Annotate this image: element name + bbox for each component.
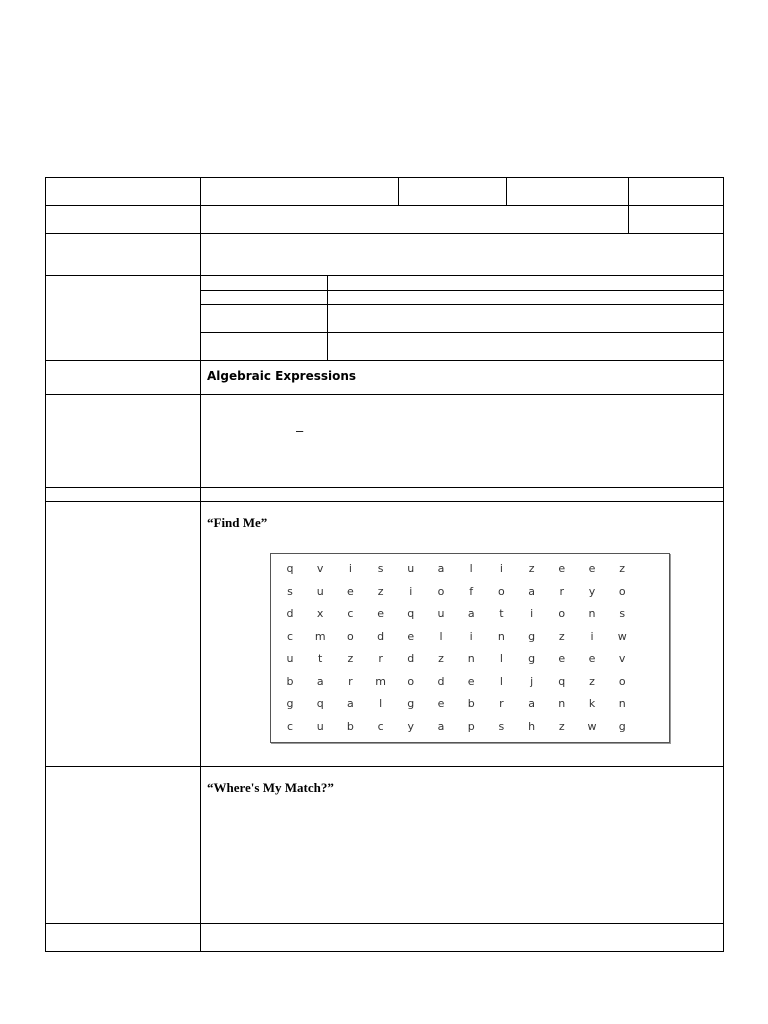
word-search-letter: i	[590, 629, 594, 643]
word-search-letter: s	[287, 584, 293, 598]
word-search-letter: m	[375, 674, 386, 688]
word-search-letter: o	[437, 584, 445, 598]
word-search-letter: b	[346, 719, 354, 733]
word-search-letter: n	[497, 629, 505, 643]
word-search-letter: n	[467, 652, 475, 665]
word-search-letter: z	[377, 584, 384, 598]
sub-row-divider	[201, 304, 724, 305]
word-search-letter: e	[588, 562, 596, 575]
word-search-letter: o	[498, 584, 505, 598]
row-divider	[45, 394, 724, 395]
word-search-letter: c	[377, 719, 384, 733]
word-search-letter: l	[499, 652, 503, 665]
word-search-letter: z	[528, 562, 535, 575]
word-search-letter: a	[437, 719, 445, 733]
word-search-letter: r	[348, 674, 353, 688]
word-search-letter: a	[528, 584, 535, 598]
word-search-letter: z	[438, 652, 444, 665]
word-search-letter: g	[618, 719, 626, 733]
find-me-title: “Find Me”	[207, 515, 268, 530]
row-divider	[45, 360, 724, 361]
word-search-row	[271, 630, 669, 648]
word-search-letter: r	[378, 652, 383, 665]
sub-row-divider	[201, 332, 724, 333]
word-search-letter: g	[528, 652, 536, 665]
word-search-letter: c	[286, 719, 294, 733]
word-search-letter: h	[528, 719, 536, 733]
word-search-letter: v	[316, 562, 324, 575]
row-divider	[45, 487, 724, 488]
word-search-letter: d	[377, 629, 385, 643]
table-border-left	[45, 177, 46, 952]
word-search-letter: j	[530, 674, 534, 688]
word-search-letter: i	[499, 562, 503, 575]
table-border-bottom	[45, 951, 724, 952]
word-search-letter: x	[316, 607, 324, 620]
word-search-letter: u	[286, 652, 294, 665]
subject-label: Algebraic Expressions	[207, 369, 357, 383]
word-search-letter: z	[558, 629, 565, 643]
word-search-letter: s	[377, 562, 384, 575]
word-search-letter: m	[314, 629, 326, 643]
word-search-row	[271, 675, 669, 693]
word-search-row	[271, 652, 669, 670]
word-search-letter: q	[407, 607, 415, 620]
word-search-letter: n	[558, 697, 566, 710]
word-search-letter: u	[437, 607, 445, 620]
row-divider	[45, 501, 724, 502]
word-search-letter: d	[437, 674, 445, 688]
col-divider	[628, 177, 629, 233]
word-search-letter: d	[407, 652, 415, 665]
row-divider	[45, 233, 724, 234]
word-search-letter: a	[467, 607, 475, 620]
word-search-row	[271, 585, 669, 603]
word-search-letter: c	[286, 629, 294, 643]
word-search-letter: z	[558, 719, 565, 733]
word-search-letter: s	[498, 719, 505, 733]
word-search-letter: b	[467, 697, 475, 710]
word-search-letter: l	[439, 629, 443, 643]
word-search-letter: u	[316, 719, 324, 733]
word-search-letter: f	[469, 584, 474, 598]
word-search-letter: t	[318, 652, 323, 665]
word-search-letter: w	[587, 719, 597, 733]
word-search-letter: a	[316, 674, 324, 688]
word-search-letter: i	[530, 607, 534, 620]
word-search-letter: o	[558, 607, 566, 620]
word-search-letter: d	[286, 607, 294, 620]
word-search-letter: e	[347, 584, 354, 598]
word-search-letter: l	[499, 674, 503, 688]
word-search-letter: n	[618, 697, 626, 710]
word-search-row	[271, 720, 669, 738]
word-search-letter: l	[469, 562, 473, 575]
word-search-letter: a	[347, 697, 354, 710]
dash-mark: –	[296, 423, 304, 438]
word-search-letter: e	[407, 629, 415, 643]
row-divider	[45, 275, 724, 276]
word-search-letter: s	[619, 607, 626, 620]
row-divider	[45, 766, 724, 767]
col-divider	[398, 177, 399, 205]
word-search-letter: o	[347, 629, 354, 643]
word-search-letter: e	[558, 652, 566, 665]
word-search-letter: q	[316, 697, 324, 710]
word-search-letter: k	[588, 697, 596, 710]
sub-col-divider	[327, 275, 328, 360]
word-search-letter: l	[379, 697, 383, 710]
word-search-letter: y	[588, 584, 596, 598]
word-search-letter: q	[558, 674, 566, 688]
word-search-letter: e	[467, 674, 475, 688]
word-search-letter: g	[286, 697, 294, 710]
word-search-letter: r	[559, 584, 565, 598]
word-search-letter: a	[437, 562, 445, 575]
word-search-letter: u	[407, 562, 415, 575]
table-border-top	[45, 177, 724, 178]
word-search-letter: e	[558, 562, 566, 575]
label-column-divider	[200, 177, 201, 952]
word-search-letter: c	[347, 607, 354, 620]
table-border-right	[723, 177, 724, 952]
word-search-letter: g	[407, 697, 415, 710]
word-search-letter: a	[528, 697, 535, 710]
word-search-letter: u	[316, 584, 324, 598]
word-search-puzzle	[270, 553, 670, 743]
word-search-letter: t	[499, 607, 504, 620]
word-search-letter: i	[469, 629, 473, 643]
word-search-letter: q	[286, 562, 294, 575]
word-search-letter: w	[617, 629, 627, 643]
word-search-letter: z	[619, 562, 626, 575]
word-search-letter: y	[407, 719, 415, 733]
word-search-row	[271, 562, 669, 580]
word-search-letter: i	[348, 562, 352, 575]
word-search-letter: i	[409, 584, 413, 598]
col-divider	[506, 177, 507, 205]
word-search-letter: v	[618, 652, 626, 665]
word-search-letter: e	[437, 697, 445, 710]
word-search-letter: r	[499, 697, 504, 710]
word-search-letter: b	[286, 674, 294, 688]
match-title: “Where's My Match?”	[207, 780, 334, 795]
word-search-letter: e	[588, 652, 596, 665]
word-search-letter: z	[589, 674, 595, 688]
word-search-letter: p	[467, 719, 475, 733]
word-search-letter: g	[528, 629, 536, 643]
row-divider	[45, 923, 724, 924]
word-search-letter: o	[407, 674, 415, 688]
row-divider	[45, 205, 724, 206]
word-search-letter: n	[588, 607, 596, 620]
word-search-row	[271, 697, 669, 715]
word-search-letter: z	[347, 652, 354, 665]
word-search-row	[271, 607, 669, 625]
word-search-letter: o	[618, 584, 626, 598]
word-search-letter: e	[377, 607, 384, 620]
word-search-letter: o	[618, 674, 626, 688]
sub-row-divider	[201, 290, 724, 291]
